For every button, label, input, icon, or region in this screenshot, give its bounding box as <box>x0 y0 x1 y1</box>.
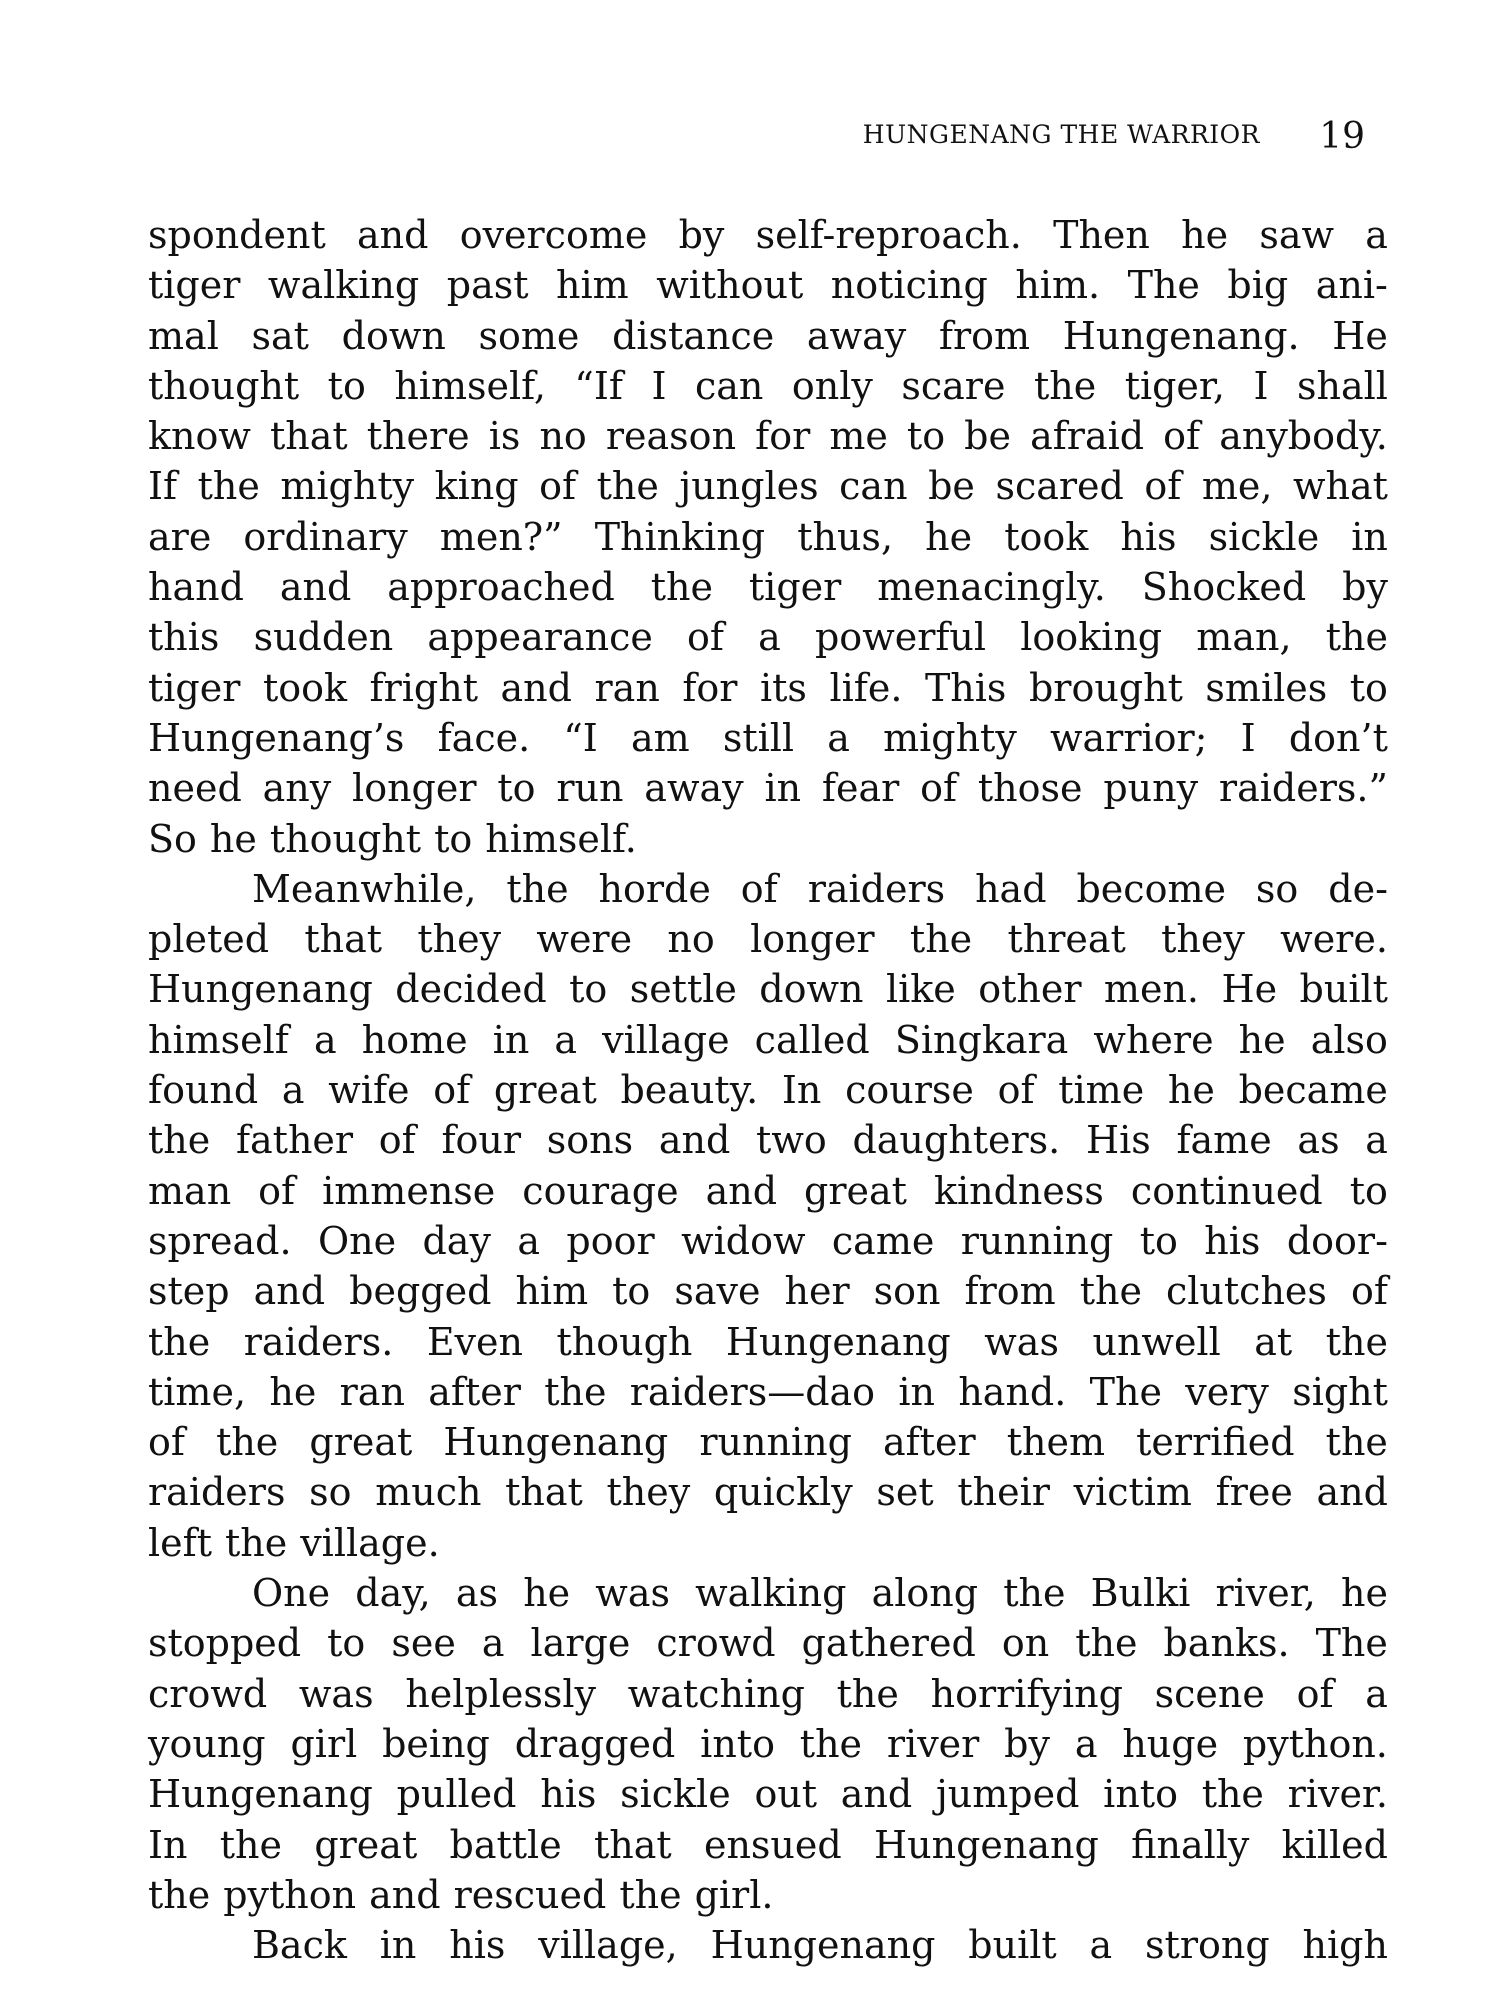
text-line: So he thought to himself. <box>148 816 637 861</box>
text-line: thought to himself, “If I can only scare the tiger, I shall <box>148 363 1388 408</box>
text-line: stopped to see a large crowd gathered on the banks. The <box>148 1621 1388 1666</box>
text-line: are ordinary men?” Thinking thus, he took his sickle in <box>148 514 1388 559</box>
text-line: need any longer to run away in fear of those puny raiders.” <box>148 766 1388 811</box>
text-line: know that there is no reason for me to be afraid of anybody. <box>148 414 1388 459</box>
text-line: raiders so much that they quickly set their victim free and <box>148 1470 1388 1515</box>
text-line: the father of four sons and two daughters. His fame as a <box>148 1118 1388 1163</box>
text-line: found a wife of great beauty. In course of time he became <box>148 1068 1388 1113</box>
text-line: Back in his village, Hungenang built a strong high <box>252 1923 1388 1968</box>
text-line: Hungenang decided to settle down like other men. He built <box>148 967 1388 1012</box>
text-line: If the mighty king of the jungles can be scared of me, what <box>148 464 1388 509</box>
text-line: In the great battle that ensued Hungenang finally killed <box>148 1822 1388 1867</box>
running-head-title: HUNGENANG THE WARRIOR <box>862 120 1260 149</box>
text-line: time, he ran after the raiders—dao in hand. The very sight <box>148 1369 1388 1414</box>
text-line: spondent and overcome by self-reproach. Then he saw a <box>148 213 1388 257</box>
text-line: himself a home in a village called Singkara where he also <box>148 1017 1388 1062</box>
page-number: 19 <box>1319 116 1365 157</box>
text-line: of the great Hungenang running after them terrified the <box>148 1420 1388 1465</box>
text-line: tiger took fright and ran for its life. This brought smiles to <box>148 665 1388 710</box>
text-line: step and begged him to save her son from the clutches of <box>148 1269 1388 1314</box>
text-line: crowd was helplessly watching the horrifying scene of a <box>148 1671 1388 1716</box>
text-line: left the village. <box>148 1520 440 1565</box>
text-line: man of immense courage and great kindness continued to <box>148 1168 1388 1213</box>
text-line: mal sat down some distance away from Hungenang. He <box>148 313 1388 358</box>
text-line: Meanwhile, the horde of raiders had become so de- <box>252 866 1388 911</box>
text-line: One day, as he was walking along the Bulki river, he <box>252 1571 1388 1616</box>
text-line: hand and approached the tiger menacingly. Shocked by <box>148 565 1388 610</box>
text-line: the raiders. Even though Hungenang was unwell at the <box>148 1319 1388 1364</box>
text-line: young girl being dragged into the river by a huge python. <box>148 1721 1388 1766</box>
text-line: the python and rescued the girl. <box>148 1872 774 1917</box>
text-line: Hungenang’s face. “I am still a mighty warrior; I don’t <box>148 715 1388 760</box>
body-text <box>148 210 1388 1970</box>
text-line: this sudden appearance of a powerful looking man, the <box>148 615 1388 660</box>
text-line: pleted that they were no longer the threat they were. <box>148 917 1388 962</box>
text-line: spread. One day a poor widow came running to his door- <box>148 1218 1388 1263</box>
text-line: Hungenang pulled his sickle out and jumped into the river. <box>148 1772 1388 1817</box>
text-line: tiger walking past him without noticing him. The big ani- <box>148 263 1388 308</box>
